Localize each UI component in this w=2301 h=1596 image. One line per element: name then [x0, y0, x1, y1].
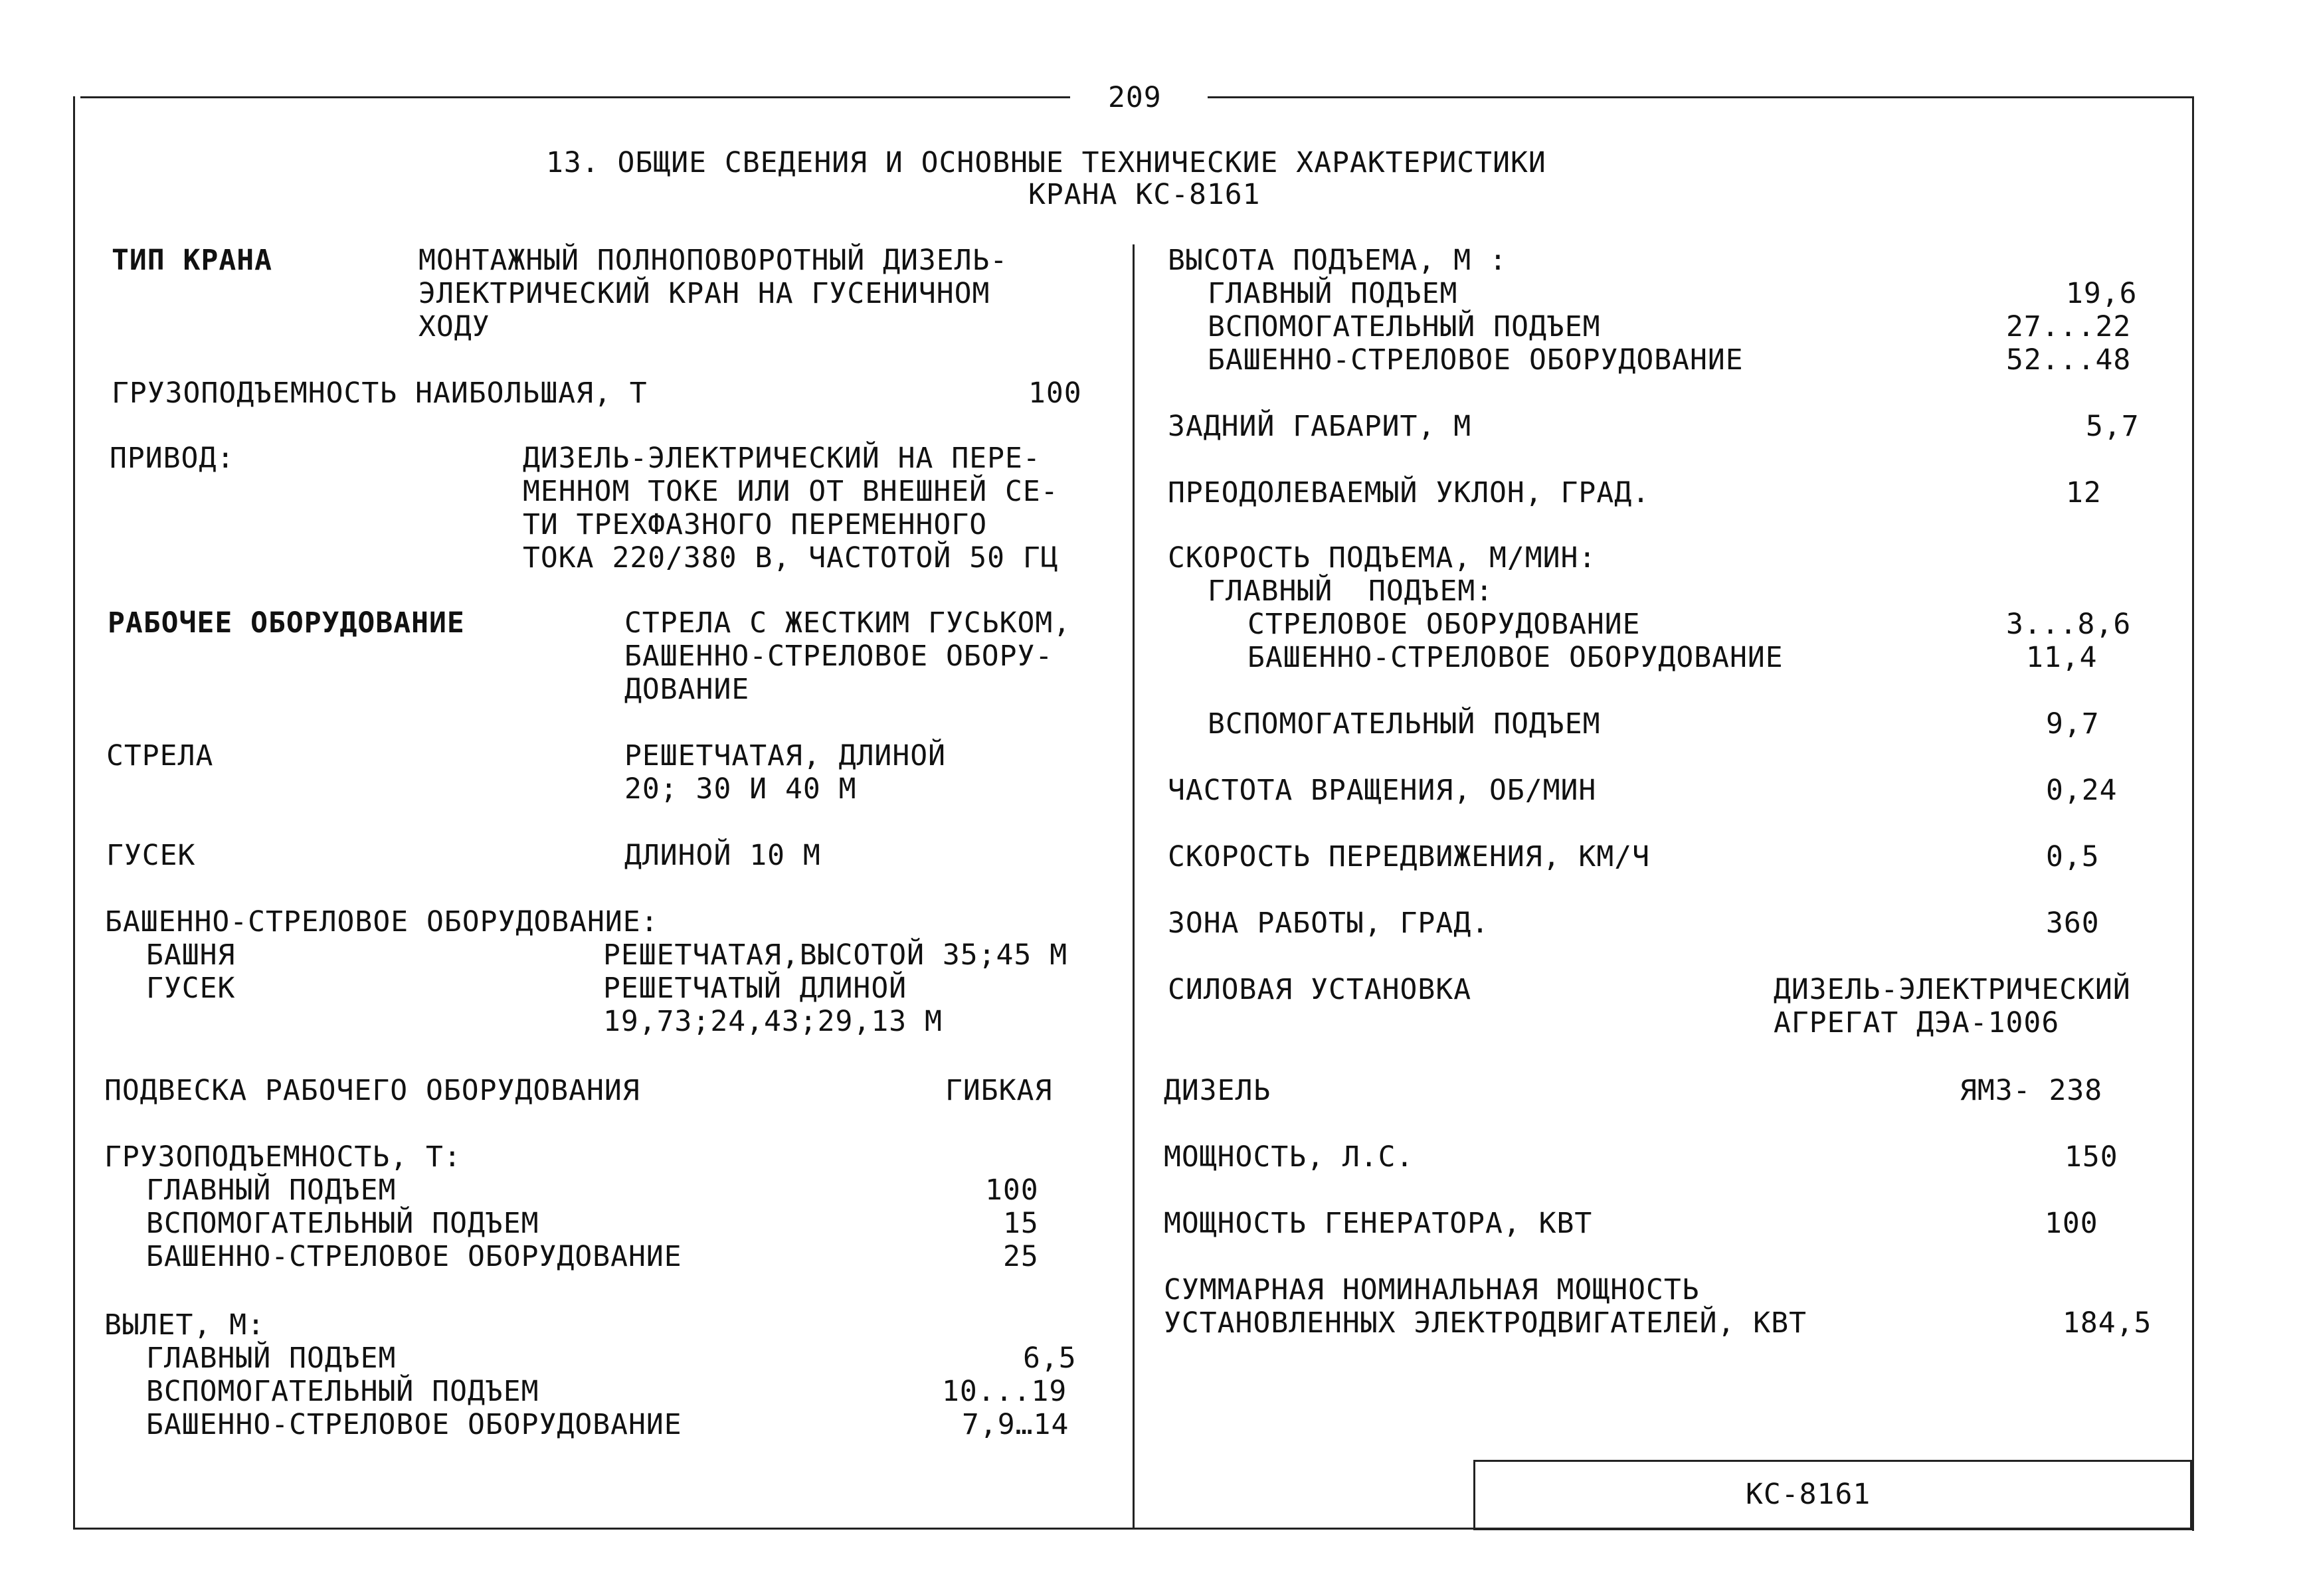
boom-label: СТРЕЛА — [106, 739, 214, 772]
height-label: ВЫСОТА ПОДЪЕМА, М : — [1168, 244, 1507, 277]
crane-type-value: ХОДУ — [418, 310, 490, 343]
capacity-label: ГРУЗОПОДЪЕМНОСТЬ, Т: — [104, 1140, 462, 1174]
reach-label: ВЫЛЕТ, М: — [104, 1308, 265, 1342]
tower-jib-value: 19,73;24,43;29,13 М — [603, 1005, 943, 1038]
reach-row-label: ВСПОМОГАТЕЛЬНЫЙ ПОДЪЕМ — [146, 1375, 539, 1408]
slope-value: 12 — [2066, 476, 2102, 509]
tower-jib-value: РЕШЕТЧАТЫЙ ДЛИНОЙ — [603, 972, 907, 1005]
reach-row-value: 6,5 — [1023, 1342, 1077, 1375]
height-row-value: 19,6 — [2066, 277, 2138, 310]
rear-value: 5,7 — [2086, 410, 2140, 443]
rotation-label: ЧАСТОТА ВРАЩЕНИЯ, ОБ/МИН — [1168, 774, 1597, 807]
work-equip-value: ДОВАНИЕ — [624, 673, 750, 706]
drive-value: ТОКА 220/380 В, ЧАСТОТОЙ 50 ГЦ — [523, 541, 1059, 575]
height-row-value: 52...48 — [2006, 343, 2132, 377]
diesel-label: ДИЗЕЛЬ — [1164, 1074, 1271, 1107]
speed-boom-value: 3...8,6 — [2006, 608, 2132, 641]
frame-top-left — [80, 96, 1070, 98]
speed-tower-value: 11,4 — [2026, 641, 2098, 674]
jib-label: ГУСЕК — [106, 839, 196, 872]
work-equip-value: СТРЕЛА С ЖЕСТКИМ ГУСЬКОМ, — [624, 606, 1071, 640]
rotation-value: 0,24 — [2046, 774, 2118, 807]
capacity-row-value: 25 — [1003, 1240, 1039, 1273]
drive-label: ПРИВОД: — [110, 442, 235, 475]
hp-label: МОЩНОСТЬ, Л.С. — [1164, 1140, 1414, 1174]
drive-value: МЕННОМ ТОКЕ ИЛИ ОТ ВНЕШНЕЙ СЕ- — [523, 475, 1059, 508]
crane-type-value: ЭЛЕКТРИЧЕСКИЙ КРАН НА ГУСЕНИЧНОМ — [418, 277, 990, 310]
capacity-row-label: ГЛАВНЫЙ ПОДЪЕМ — [146, 1174, 397, 1207]
column-divider — [1133, 244, 1135, 1530]
reach-row-label: БАШЕННО-СТРЕЛОВОЕ ОБОРУДОВАНИЕ — [146, 1408, 682, 1441]
speed-aux-label: ВСПОМОГАТЕЛЬНЫЙ ПОДЪЕМ — [1208, 707, 1601, 741]
capacity-row-value: 15 — [1003, 1207, 1039, 1240]
total-power-value: 184,5 — [2063, 1306, 2152, 1340]
height-row-label: БАШЕННО-СТРЕЛОВОЕ ОБОРУДОВАНИЕ — [1208, 343, 1744, 377]
reach-row-label: ГЛАВНЫЙ ПОДЪЕМ — [146, 1342, 397, 1375]
speed-label: СКОРОСТЬ ПОДЪЕМА, М/МИН: — [1168, 541, 1597, 575]
tower-jib-label: ГУСЕК — [146, 972, 236, 1005]
hp-value: 150 — [2065, 1140, 2118, 1174]
travel-value: 0,5 — [2046, 840, 2100, 873]
capacity-row-label: ВСПОМОГАТЕЛЬНЫЙ ПОДЪЕМ — [146, 1207, 539, 1240]
capacity-row-value: 100 — [985, 1174, 1039, 1207]
drive-value: ТИ ТРЕХФАЗНОГО ПЕРЕМЕННОГО — [523, 508, 988, 541]
boom-value: РЕШЕТЧАТАЯ, ДЛИНОЙ — [624, 739, 946, 772]
generator-value: 100 — [2045, 1207, 2098, 1240]
suspension-value: ГИБКАЯ — [945, 1074, 1053, 1107]
reach-row-value: 10...19 — [942, 1375, 1067, 1408]
frame-left — [73, 96, 75, 1530]
crane-type-label: ТИП КРАНА — [112, 244, 272, 277]
power-unit-value: ДИЗЕЛЬ-ЭЛЕКТРИЧЕСКИЙ — [1774, 973, 2131, 1006]
height-row-label: ГЛАВНЫЙ ПОДЪЕМ — [1208, 277, 1458, 310]
travel-label: СКОРОСТЬ ПЕРЕДВИЖЕНИЯ, КМ/Ч — [1168, 840, 1650, 873]
jib-value: ДЛИНОЙ 10 М — [624, 839, 821, 872]
capacity-row-label: БАШЕННО-СТРЕЛОВОЕ ОБОРУДОВАНИЕ — [146, 1240, 682, 1273]
drive-value: ДИЗЕЛЬ-ЭЛЕКТРИЧЕСКИЙ НА ПЕРЕ- — [523, 442, 1041, 475]
page-title-2: КРАНА КС-8161 — [1028, 178, 1261, 211]
page-number: 209 — [1108, 81, 1162, 114]
stamp-text: КС-8161 — [1746, 1478, 1871, 1511]
speed-main-label: ГЛАВНЫЙ ПОДЪЕМ: — [1208, 575, 1494, 608]
work-equip-label: РАБОЧЕЕ ОБОРУДОВАНИЕ — [108, 606, 465, 640]
speed-aux-value: 9,7 — [2046, 707, 2100, 741]
suspension-label: ПОДВЕСКА РАБОЧЕГО ОБОРУДОВАНИЯ — [104, 1074, 640, 1107]
total-power-label: СУММАРНАЯ НОМИНАЛЬНАЯ МОЩНОСТЬ — [1164, 1273, 1700, 1306]
speed-tower-label: БАШЕННО-СТРЕЛОВОЕ ОБОРУДОВАНИЕ — [1247, 641, 1784, 674]
zone-label: ЗОНА РАБОТЫ, ГРАД. — [1168, 907, 1489, 940]
slope-label: ПРЕОДОЛЕВАЕМЫЙ УКЛОН, ГРАД. — [1168, 476, 1650, 509]
power-unit-value: АГРЕГАТ ДЭА-1006 — [1774, 1006, 2060, 1039]
diesel-value: ЯМЗ- 238 — [1960, 1074, 2103, 1107]
height-row-value: 27...22 — [2006, 310, 2132, 343]
height-row-label: ВСПОМОГАТЕЛЬНЫЙ ПОДЪЕМ — [1208, 310, 1601, 343]
page-title: 13. ОБЩИЕ СВЕДЕНИЯ И ОСНОВНЫЕ ТЕХНИЧЕСКИЕ ХАРАКТЕРИСТИКИ — [546, 146, 1546, 179]
tower-label: БАШНЯ — [146, 938, 236, 972]
generator-label: МОЩНОСТЬ ГЕНЕРАТОРА, КВТ — [1164, 1207, 1593, 1240]
zone-value: 360 — [2046, 907, 2100, 940]
frame-right — [2192, 96, 2194, 1531]
power-unit-label: СИЛОВАЯ УСТАНОВКА — [1168, 973, 1472, 1006]
work-equip-value: БАШЕННО-СТРЕЛОВОЕ ОБОРУ- — [624, 640, 1054, 673]
frame-top-right — [1208, 96, 2194, 98]
rear-label: ЗАДНИЙ ГАБАРИТ, М — [1168, 410, 1472, 443]
max-capacity-value: 100 — [1028, 377, 1082, 410]
tower-value: РЕШЕТЧАТАЯ,ВЫСОТОЙ 35;45 М — [603, 938, 1068, 972]
total-power-label: УСТАНОВЛЕННЫХ ЭЛЕКТРОДВИГАТЕЛЕЙ, КВТ — [1164, 1306, 1807, 1340]
speed-boom-label: СТРЕЛОВОЕ ОБОРУДОВАНИЕ — [1247, 608, 1641, 641]
tower-equip-label: БАШЕННО-СТРЕЛОВОЕ ОБОРУДОВАНИЕ: — [105, 905, 659, 938]
max-capacity-label: ГРУЗОПОДЪЕМНОСТЬ НАИБОЛЬШАЯ, Т — [112, 377, 648, 410]
reach-row-value: 7,9…14 — [962, 1408, 1069, 1441]
boom-value: 20; 30 И 40 М — [624, 772, 857, 806]
crane-type-value: МОНТАЖНЫЙ ПОЛНОПОВОРОТНЫЙ ДИЗЕЛЬ- — [418, 244, 1008, 277]
